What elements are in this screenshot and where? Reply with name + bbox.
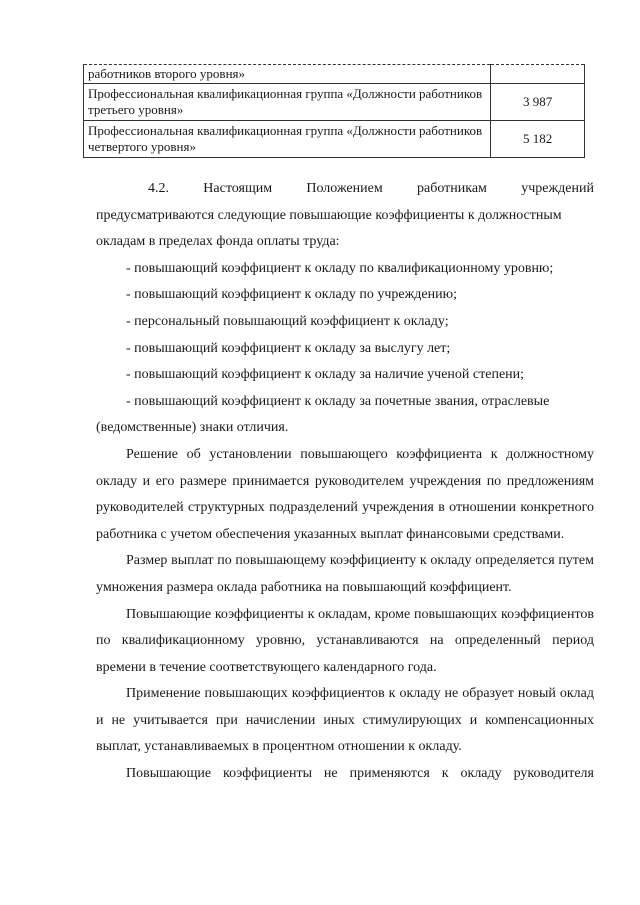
paragraph: Повышающие коэффициенты к окладам, кроме повышающих коэффициентов по квалификационному уровню, устанавливаются на определенный период времени в течение соответствующего календарного года. [96, 606, 594, 675]
paragraph: Решение об установлении повышающего коэффициента к должностному окладу и его размере принимается руководителем учреждения по предложениям руководителей структурных подразделений учреждения в отношении конкретного работника с учетом обеспечения указанных выплат финансовыми средствами. [96, 446, 594, 542]
heading-word: учреждений [521, 181, 594, 196]
list-item: - персональный повышающий коэффициент к окладу; [126, 313, 449, 329]
paragraph: Повышающие коэффициенты не применяются к окладу руководителя [126, 766, 594, 782]
list-item: - повышающий коэффициент к окладу за почетные звания, отраслевые [126, 393, 550, 409]
table-cell-value [491, 65, 585, 84]
table-row [84, 84, 585, 121]
paragraph: Размер выплат по повышающему коэффициенту к окладу определяется путем умножения размера оклада работника на повышающий коэффициент. [96, 553, 594, 595]
table-row [84, 121, 585, 158]
heading-word: Настоящим [203, 181, 273, 196]
heading-word: работникам [417, 181, 487, 196]
list-item: - повышающий коэффициент к окладу по учреждению; [126, 287, 457, 303]
table-cell-value: 5 182 [491, 121, 585, 158]
list-item: - повышающий коэффициент к окладу за выслугу лет; [126, 340, 451, 356]
section-number: 4.2. [148, 181, 169, 196]
section-heading-line [96, 176, 594, 203]
list-item-continuation: (ведомственные) знаки отличия. [96, 420, 289, 436]
intro-continuation: предусматриваются следующие повышающие коэффициенты к должностным [96, 207, 562, 223]
intro-continuation: окладам в пределах фонда оплаты труда: [96, 234, 340, 250]
list-item: - повышающий коэффициент к окладу за наличие ученой степени; [126, 367, 525, 383]
table-row [84, 65, 585, 84]
paragraph: Применение повышающих коэффициентов к окладу не образует новый оклад и не учитывается при начислении иных стимулирующих и компенсационных выплат, устанавливаемых в процентном отношении к окладу. [96, 686, 594, 755]
heading-word: Положением [306, 181, 383, 196]
table-cell-name: работников второго уровня» [84, 65, 491, 84]
table-cell-name: Профессиональная квалификационная группа «Должности работников четвертого уровня» [84, 121, 491, 158]
table-cell-value: 3 987 [491, 84, 585, 121]
salary-table [83, 64, 585, 158]
section-body [96, 176, 594, 788]
table-cell-name: Профессиональная квалификационная группа «Должности работников третьего уровня» [84, 84, 491, 121]
list-item: - повышающий коэффициент к окладу по квалификационному уровню; [126, 260, 554, 276]
